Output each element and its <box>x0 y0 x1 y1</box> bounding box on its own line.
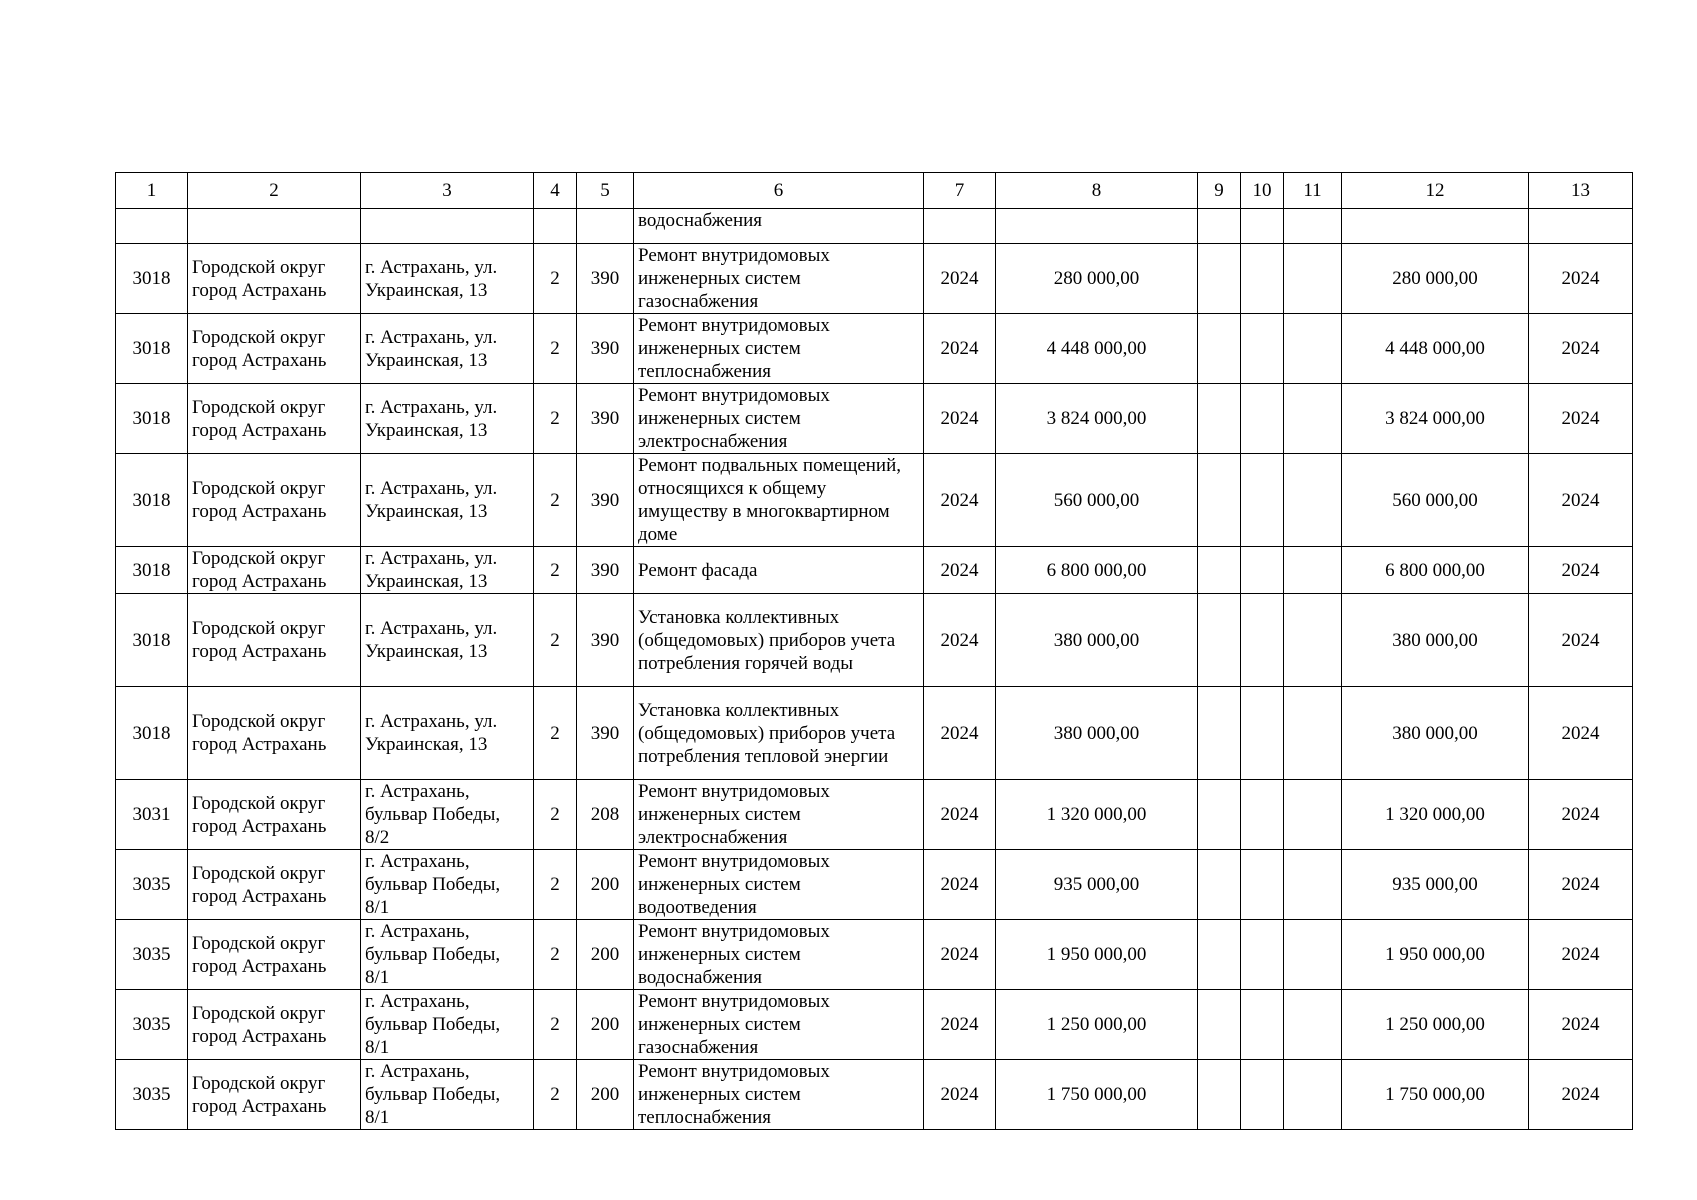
cell-col-9 <box>1198 384 1241 454</box>
cell-work-type: Ремонт внутридомовых инженерных систем водоснабжения <box>634 920 924 990</box>
cell-work-type: Ремонт подвальных помещений, относящихся к общему имуществу в многоквартирном доме <box>634 454 924 547</box>
cell-floors: 2 <box>534 850 577 920</box>
cell-municipality: Городской округ город Астрахань <box>188 850 361 920</box>
cell-apartments: 390 <box>577 687 634 780</box>
cell-cost: 1 950 000,00 <box>996 920 1198 990</box>
cell-year: 2024 <box>924 314 996 384</box>
cell-completion-year: 2024 <box>1529 780 1633 850</box>
cell-total-cost: 280 000,00 <box>1342 244 1529 314</box>
cell-number: 3035 <box>116 920 188 990</box>
column-header-4: 4 <box>534 173 577 209</box>
cell-total-cost: 6 800 000,00 <box>1342 547 1529 594</box>
cell-col-11 <box>1284 780 1342 850</box>
cell-col-11 <box>1284 384 1342 454</box>
cell-municipality: Городской округ город Астрахань <box>188 780 361 850</box>
cell-work-type: Ремонт внутридомовых инженерных систем водоотведения <box>634 850 924 920</box>
column-header-6: 6 <box>634 173 924 209</box>
capital-repair-table <box>115 172 1633 1130</box>
cell-municipality: Городской округ город Астрахань <box>188 990 361 1060</box>
cell-municipality: Городской округ город Астрахань <box>188 314 361 384</box>
cell-year: 2024 <box>924 850 996 920</box>
cell-cost: 6 800 000,00 <box>996 547 1198 594</box>
cell-number: 3035 <box>116 850 188 920</box>
cell-col-10 <box>1241 244 1284 314</box>
cell-year <box>924 209 996 244</box>
cell-year: 2024 <box>924 594 996 687</box>
cell-work-type: Ремонт внутридомовых инженерных систем газоснабжения <box>634 990 924 1060</box>
cell-floors: 2 <box>534 547 577 594</box>
cell-floors: 2 <box>534 384 577 454</box>
cell-address <box>361 209 534 244</box>
cell-apartments: 200 <box>577 850 634 920</box>
cell-apartments: 208 <box>577 780 634 850</box>
cell-cost: 380 000,00 <box>996 687 1198 780</box>
table-row <box>116 1060 1633 1130</box>
cell-address: г. Астрахань, ул. Украинская, 13 <box>361 454 534 547</box>
cell-cost: 280 000,00 <box>996 244 1198 314</box>
column-header-11: 11 <box>1284 173 1342 209</box>
cell-municipality: Городской округ город Астрахань <box>188 594 361 687</box>
cell-year: 2024 <box>924 384 996 454</box>
cell-completion-year: 2024 <box>1529 920 1633 990</box>
cell-total-cost: 1 250 000,00 <box>1342 990 1529 1060</box>
cell-municipality: Городской округ город Астрахань <box>188 244 361 314</box>
cell-cost: 935 000,00 <box>996 850 1198 920</box>
cell-col-9 <box>1198 850 1241 920</box>
table-row <box>116 547 1633 594</box>
cell-col-11 <box>1284 850 1342 920</box>
table-row <box>116 850 1633 920</box>
cell-completion-year <box>1529 209 1633 244</box>
cell-col-10 <box>1241 687 1284 780</box>
cell-col-11 <box>1284 244 1342 314</box>
cell-col-9 <box>1198 687 1241 780</box>
cell-col-9 <box>1198 594 1241 687</box>
cell-total-cost: 1 950 000,00 <box>1342 920 1529 990</box>
cell-address: г. Астрахань, бульвар Победы, 8/1 <box>361 850 534 920</box>
cell-col-11 <box>1284 547 1342 594</box>
cell-work-type: Установка коллективных (общедомовых) приборов учета потребления горячей воды <box>634 594 924 687</box>
cell-municipality: Городской округ город Астрахань <box>188 1060 361 1130</box>
cell-floors: 2 <box>534 244 577 314</box>
cell-floors: 2 <box>534 687 577 780</box>
column-header-3: 3 <box>361 173 534 209</box>
table-row <box>116 209 1633 244</box>
cell-number: 3018 <box>116 594 188 687</box>
cell-completion-year: 2024 <box>1529 594 1633 687</box>
column-header-8: 8 <box>996 173 1198 209</box>
cell-col-11 <box>1284 209 1342 244</box>
cell-year: 2024 <box>924 244 996 314</box>
cell-col-11 <box>1284 594 1342 687</box>
cell-total-cost: 4 448 000,00 <box>1342 314 1529 384</box>
cell-year: 2024 <box>924 990 996 1060</box>
cell-address: г. Астрахань, бульвар Победы, 8/1 <box>361 990 534 1060</box>
cell-number: 3018 <box>116 454 188 547</box>
cell-year: 2024 <box>924 687 996 780</box>
cell-cost <box>996 209 1198 244</box>
cell-work-type: Ремонт фасада <box>634 547 924 594</box>
cell-address: г. Астрахань, ул. Украинская, 13 <box>361 687 534 780</box>
cell-apartments: 390 <box>577 244 634 314</box>
cell-cost: 4 448 000,00 <box>996 314 1198 384</box>
table-row <box>116 384 1633 454</box>
cell-col-9 <box>1198 920 1241 990</box>
table-row <box>116 594 1633 687</box>
cell-completion-year: 2024 <box>1529 454 1633 547</box>
cell-total-cost <box>1342 209 1529 244</box>
cell-apartments: 390 <box>577 594 634 687</box>
cell-floors: 2 <box>534 314 577 384</box>
cell-completion-year: 2024 <box>1529 547 1633 594</box>
table-row <box>116 687 1633 780</box>
table-row <box>116 780 1633 850</box>
cell-total-cost: 1 750 000,00 <box>1342 1060 1529 1130</box>
cell-col-10 <box>1241 384 1284 454</box>
cell-floors: 2 <box>534 920 577 990</box>
cell-cost: 1 250 000,00 <box>996 990 1198 1060</box>
cell-number: 3018 <box>116 547 188 594</box>
cell-address: г. Астрахань, ул. Украинская, 13 <box>361 594 534 687</box>
cell-completion-year: 2024 <box>1529 314 1633 384</box>
cell-cost: 380 000,00 <box>996 594 1198 687</box>
cell-apartments: 390 <box>577 384 634 454</box>
cell-municipality <box>188 209 361 244</box>
cell-number: 3035 <box>116 990 188 1060</box>
cell-address: г. Астрахань, ул. Украинская, 13 <box>361 384 534 454</box>
cell-municipality: Городской округ город Астрахань <box>188 384 361 454</box>
cell-col-10 <box>1241 990 1284 1060</box>
cell-col-9 <box>1198 990 1241 1060</box>
cell-col-9 <box>1198 780 1241 850</box>
cell-number: 3018 <box>116 384 188 454</box>
cell-number: 3018 <box>116 244 188 314</box>
cell-address: г. Астрахань, ул. Украинская, 13 <box>361 244 534 314</box>
cell-number: 3018 <box>116 314 188 384</box>
cell-number: 3018 <box>116 687 188 780</box>
cell-cost: 1 320 000,00 <box>996 780 1198 850</box>
cell-col-9 <box>1198 244 1241 314</box>
cell-work-type: Ремонт внутридомовых инженерных систем газоснабжения <box>634 244 924 314</box>
cell-total-cost: 3 824 000,00 <box>1342 384 1529 454</box>
cell-apartments: 390 <box>577 547 634 594</box>
cell-year: 2024 <box>924 454 996 547</box>
column-header-2: 2 <box>188 173 361 209</box>
cell-total-cost: 560 000,00 <box>1342 454 1529 547</box>
cell-municipality: Городской округ город Астрахань <box>188 920 361 990</box>
table-body <box>116 209 1633 1130</box>
column-header-10: 10 <box>1241 173 1284 209</box>
cell-total-cost: 380 000,00 <box>1342 687 1529 780</box>
cell-municipality: Городской округ город Астрахань <box>188 547 361 594</box>
cell-number: 3031 <box>116 780 188 850</box>
cell-number: 3035 <box>116 1060 188 1130</box>
cell-year: 2024 <box>924 547 996 594</box>
cell-cost: 560 000,00 <box>996 454 1198 547</box>
cell-address: г. Астрахань, ул. Украинская, 13 <box>361 314 534 384</box>
cell-col-11 <box>1284 687 1342 780</box>
cell-completion-year: 2024 <box>1529 384 1633 454</box>
column-header-12: 12 <box>1342 173 1529 209</box>
cell-work-type: Ремонт внутридомовых инженерных систем электроснабжения <box>634 384 924 454</box>
cell-floors <box>534 209 577 244</box>
cell-col-9 <box>1198 454 1241 547</box>
cell-col-11 <box>1284 920 1342 990</box>
table-row <box>116 920 1633 990</box>
cell-col-10 <box>1241 547 1284 594</box>
cell-total-cost: 1 320 000,00 <box>1342 780 1529 850</box>
cell-col-10 <box>1241 920 1284 990</box>
cell-col-11 <box>1284 1060 1342 1130</box>
table-row <box>116 314 1633 384</box>
cell-col-9 <box>1198 314 1241 384</box>
cell-completion-year: 2024 <box>1529 850 1633 920</box>
cell-work-type: Ремонт внутридомовых инженерных систем теплоснабжения <box>634 314 924 384</box>
cell-total-cost: 935 000,00 <box>1342 850 1529 920</box>
cell-year: 2024 <box>924 1060 996 1130</box>
cell-col-10 <box>1241 850 1284 920</box>
cell-col-10 <box>1241 780 1284 850</box>
cell-completion-year: 2024 <box>1529 990 1633 1060</box>
table-row <box>116 454 1633 547</box>
table-row <box>116 990 1633 1060</box>
cell-work-type: Ремонт внутридомовых инженерных систем электроснабжения <box>634 780 924 850</box>
cell-floors: 2 <box>534 1060 577 1130</box>
cell-completion-year: 2024 <box>1529 244 1633 314</box>
column-header-9: 9 <box>1198 173 1241 209</box>
cell-floors: 2 <box>534 594 577 687</box>
cell-municipality: Городской округ город Астрахань <box>188 687 361 780</box>
cell-apartments: 390 <box>577 454 634 547</box>
column-header-13: 13 <box>1529 173 1633 209</box>
cell-col-9 <box>1198 547 1241 594</box>
cell-address: г. Астрахань, бульвар Победы, 8/1 <box>361 1060 534 1130</box>
column-header-7: 7 <box>924 173 996 209</box>
cell-apartments <box>577 209 634 244</box>
cell-apartments: 390 <box>577 314 634 384</box>
cell-work-type: Ремонт внутридомовых инженерных систем теплоснабжения <box>634 1060 924 1130</box>
cell-col-10 <box>1241 454 1284 547</box>
cell-cost: 3 824 000,00 <box>996 384 1198 454</box>
cell-work-type: Установка коллективных (общедомовых) приборов учета потребления тепловой энергии <box>634 687 924 780</box>
cell-address: г. Астрахань, ул. Украинская, 13 <box>361 547 534 594</box>
cell-col-9 <box>1198 209 1241 244</box>
column-header-5: 5 <box>577 173 634 209</box>
cell-cost: 1 750 000,00 <box>996 1060 1198 1130</box>
cell-floors: 2 <box>534 990 577 1060</box>
cell-col-11 <box>1284 990 1342 1060</box>
cell-col-10 <box>1241 314 1284 384</box>
cell-total-cost: 380 000,00 <box>1342 594 1529 687</box>
cell-col-10 <box>1241 594 1284 687</box>
cell-municipality: Городской округ город Астрахань <box>188 454 361 547</box>
cell-col-10 <box>1241 1060 1284 1130</box>
cell-floors: 2 <box>534 780 577 850</box>
cell-address: г. Астрахань, бульвар Победы, 8/2 <box>361 780 534 850</box>
cell-apartments: 200 <box>577 990 634 1060</box>
cell-col-10 <box>1241 209 1284 244</box>
cell-address: г. Астрахань, бульвар Победы, 8/1 <box>361 920 534 990</box>
column-header-1: 1 <box>116 173 188 209</box>
cell-col-11 <box>1284 454 1342 547</box>
cell-year: 2024 <box>924 780 996 850</box>
cell-apartments: 200 <box>577 1060 634 1130</box>
cell-col-9 <box>1198 1060 1241 1130</box>
cell-completion-year: 2024 <box>1529 687 1633 780</box>
cell-apartments: 200 <box>577 920 634 990</box>
cell-completion-year: 2024 <box>1529 1060 1633 1130</box>
cell-year: 2024 <box>924 920 996 990</box>
cell-floors: 2 <box>534 454 577 547</box>
cell-col-11 <box>1284 314 1342 384</box>
header-row <box>116 173 1633 209</box>
table-row <box>116 244 1633 314</box>
cell-work-type: водоснабжения <box>634 209 924 244</box>
cell-number <box>116 209 188 244</box>
